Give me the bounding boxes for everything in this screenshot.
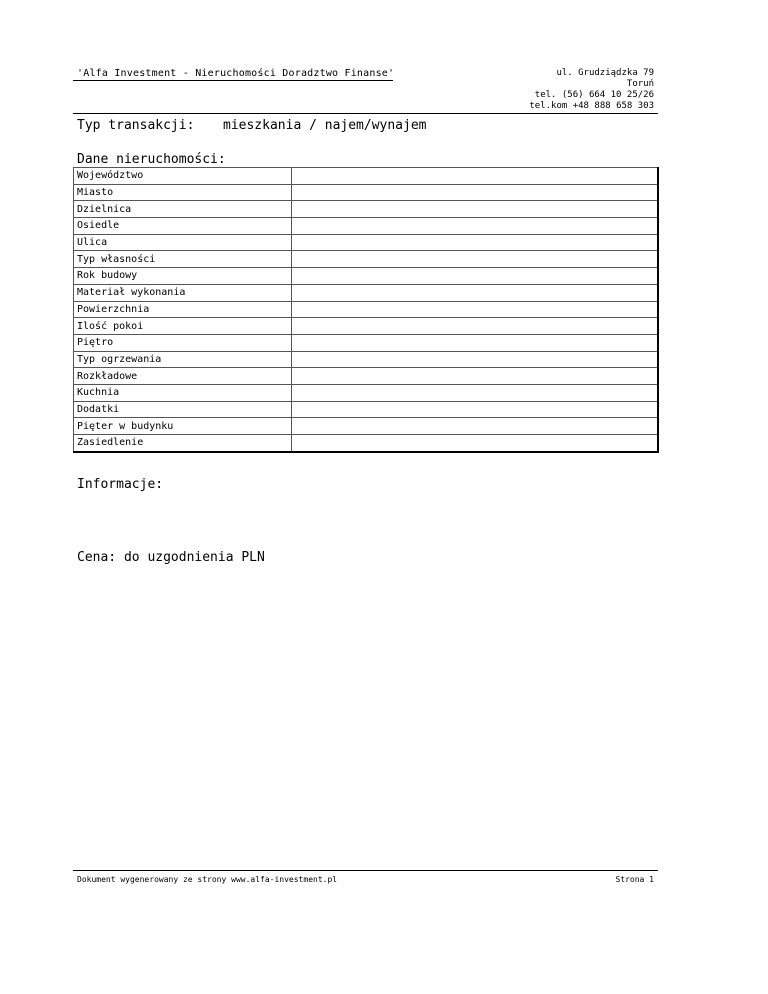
property-value (292, 401, 659, 418)
property-label: Ilość pokoi (74, 318, 292, 335)
property-label: Miasto (74, 184, 292, 201)
property-label: Osiedle (74, 218, 292, 235)
footer-source: Dokument wygenerowany ze strony www.alfa-investment.pl (77, 875, 338, 884)
property-label: Rok budowy (74, 268, 292, 285)
property-value (292, 284, 659, 301)
property-value (292, 351, 659, 368)
company-underline (73, 80, 393, 81)
table-row (74, 184, 659, 201)
table-row (74, 435, 659, 452)
table-row (74, 234, 659, 251)
property-label: Rozkładowe (74, 368, 292, 385)
table-row (74, 318, 659, 335)
company-name: 'Alfa Investment - Nieruchomości Doradztwo Finanse' (77, 68, 395, 79)
property-label: Typ własności (74, 251, 292, 268)
property-label: Kuchnia (74, 384, 292, 401)
table-row (74, 334, 659, 351)
property-value (292, 184, 659, 201)
header-divider (73, 113, 658, 114)
property-label: Ulica (74, 234, 292, 251)
property-value (292, 435, 659, 452)
contact-city: Toruń (626, 79, 654, 89)
property-value (292, 368, 659, 385)
property-value (292, 384, 659, 401)
table-row (74, 268, 659, 285)
property-label: Piętro (74, 334, 292, 351)
property-value (292, 168, 659, 185)
property-value (292, 318, 659, 335)
property-table (73, 167, 659, 453)
table-row (74, 284, 659, 301)
table-row (74, 218, 659, 235)
property-label: Dodatki (74, 401, 292, 418)
property-value (292, 334, 659, 351)
property-label: Dzielnica (74, 201, 292, 218)
property-value (292, 301, 659, 318)
table-row (74, 368, 659, 385)
property-label: Materiał wykonania (74, 284, 292, 301)
table-row (74, 401, 659, 418)
table-row (74, 351, 659, 368)
transaction-label: Typ transakcji: (77, 118, 195, 133)
transaction-type (77, 118, 427, 133)
property-value (292, 251, 659, 268)
property-label: Województwo (74, 168, 292, 185)
table-row (74, 301, 659, 318)
table-row (74, 201, 659, 218)
property-value (292, 218, 659, 235)
document-header (73, 68, 658, 112)
price-text: Cena: do uzgodnienia PLN (77, 550, 265, 565)
property-label: Typ ogrzewania (74, 351, 292, 368)
contact-mobile: tel.kom +48 888 658 303 (529, 101, 654, 111)
contact-phone: tel. (56) 664 10 25/26 (534, 90, 654, 100)
page-number: Strona 1 (615, 875, 654, 884)
table-row (74, 168, 659, 185)
property-section-title: Dane nieruchomości: (77, 152, 226, 167)
transaction-value: mieszkania / najem/wynajem (223, 118, 427, 133)
property-value (292, 201, 659, 218)
property-label: Powierzchnia (74, 301, 292, 318)
contact-block (529, 68, 654, 112)
info-section-title: Informacje: (77, 477, 164, 492)
table-row (74, 384, 659, 401)
property-label: Zasiedlenie (74, 435, 292, 452)
property-label: Pięter w budynku (74, 418, 292, 435)
property-value (292, 418, 659, 435)
table-row (74, 251, 659, 268)
property-value (292, 234, 659, 251)
contact-address: ul. Grudziądzka 79 (556, 68, 654, 78)
document-footer (73, 870, 658, 884)
table-row (74, 418, 659, 435)
property-value (292, 268, 659, 285)
